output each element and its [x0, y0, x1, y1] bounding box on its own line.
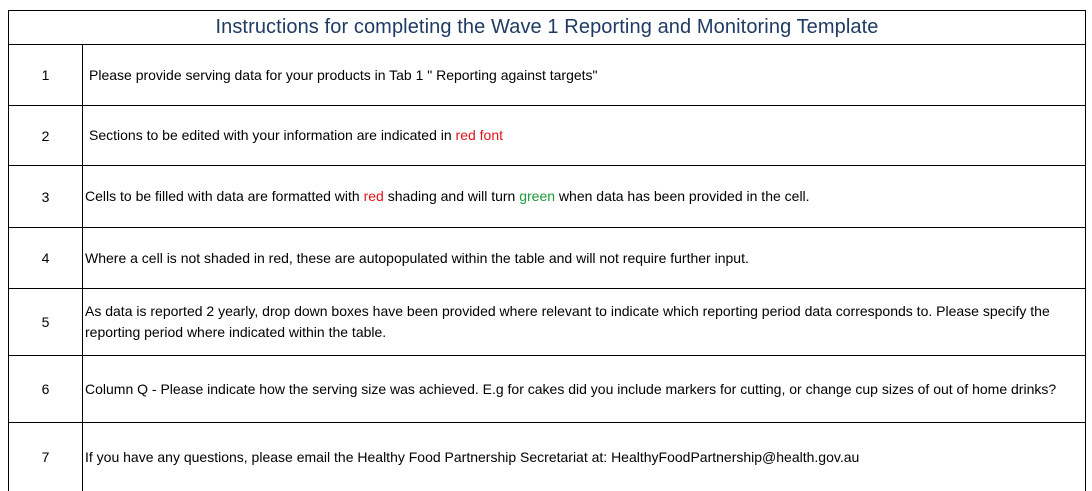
row-number: 4	[9, 228, 83, 288]
row-number: 1	[9, 45, 83, 105]
instruction-text: Cells to be filled with data are formatted with	[85, 188, 364, 204]
row-number: 7	[9, 423, 83, 491]
row-text	[83, 106, 1085, 165]
row-text	[83, 45, 1085, 105]
row-text	[83, 423, 1085, 491]
instruction-text: Sections to be edited with your information are indicated in	[89, 127, 456, 143]
instruction-text: shading and will turn	[383, 188, 520, 204]
sheet-title: Instructions for completing the Wave 1 Reporting and Monitoring Template	[9, 10, 1085, 45]
instruction-text: Where a cell is not shaded in red, these are autopopulated within the table and will not require further input.	[85, 249, 749, 266]
green-highlight-text: green	[519, 188, 556, 204]
instruction-text: If you have any questions, please email the Healthy Food Partnership Secretariat at: HealthyFoodPartnership@health.gov.au	[85, 448, 860, 465]
row-text	[83, 166, 1085, 227]
instruction-row-2	[9, 106, 1085, 166]
instruction-row-7	[9, 423, 1085, 491]
instruction-text: Please provide serving data for your products in Tab 1 " Reporting against targets"	[89, 66, 598, 83]
instruction-row-4	[9, 228, 1085, 289]
instruction-row-3	[9, 166, 1085, 228]
instructions-sheet	[8, 10, 1086, 491]
row-number: 6	[9, 356, 83, 422]
instruction-row-6	[9, 356, 1085, 423]
row-number: 5	[9, 289, 83, 355]
instruction-text: when data has been provided in the cell.	[555, 188, 810, 204]
instruction-text: As data is reported 2 yearly, drop down boxes have been provided where relevant to indicate which reporting period data corresponds to. Please specify the reporting period where indicated within the table.	[85, 303, 1050, 340]
instruction-row-5	[9, 289, 1085, 356]
instruction-text: Column Q - Please indicate how the serving size was achieved. E.g for cakes did you include markers for cutting, or change cup sizes of out of home drinks?	[85, 380, 1057, 397]
row-number: 3	[9, 166, 83, 227]
red-highlight-text: red font	[455, 127, 504, 143]
row-text	[83, 228, 1085, 288]
row-number: 2	[9, 106, 83, 165]
instruction-row-1	[9, 45, 1085, 106]
row-text	[83, 289, 1085, 355]
red-highlight-text: red	[363, 188, 384, 204]
row-text	[83, 356, 1085, 422]
